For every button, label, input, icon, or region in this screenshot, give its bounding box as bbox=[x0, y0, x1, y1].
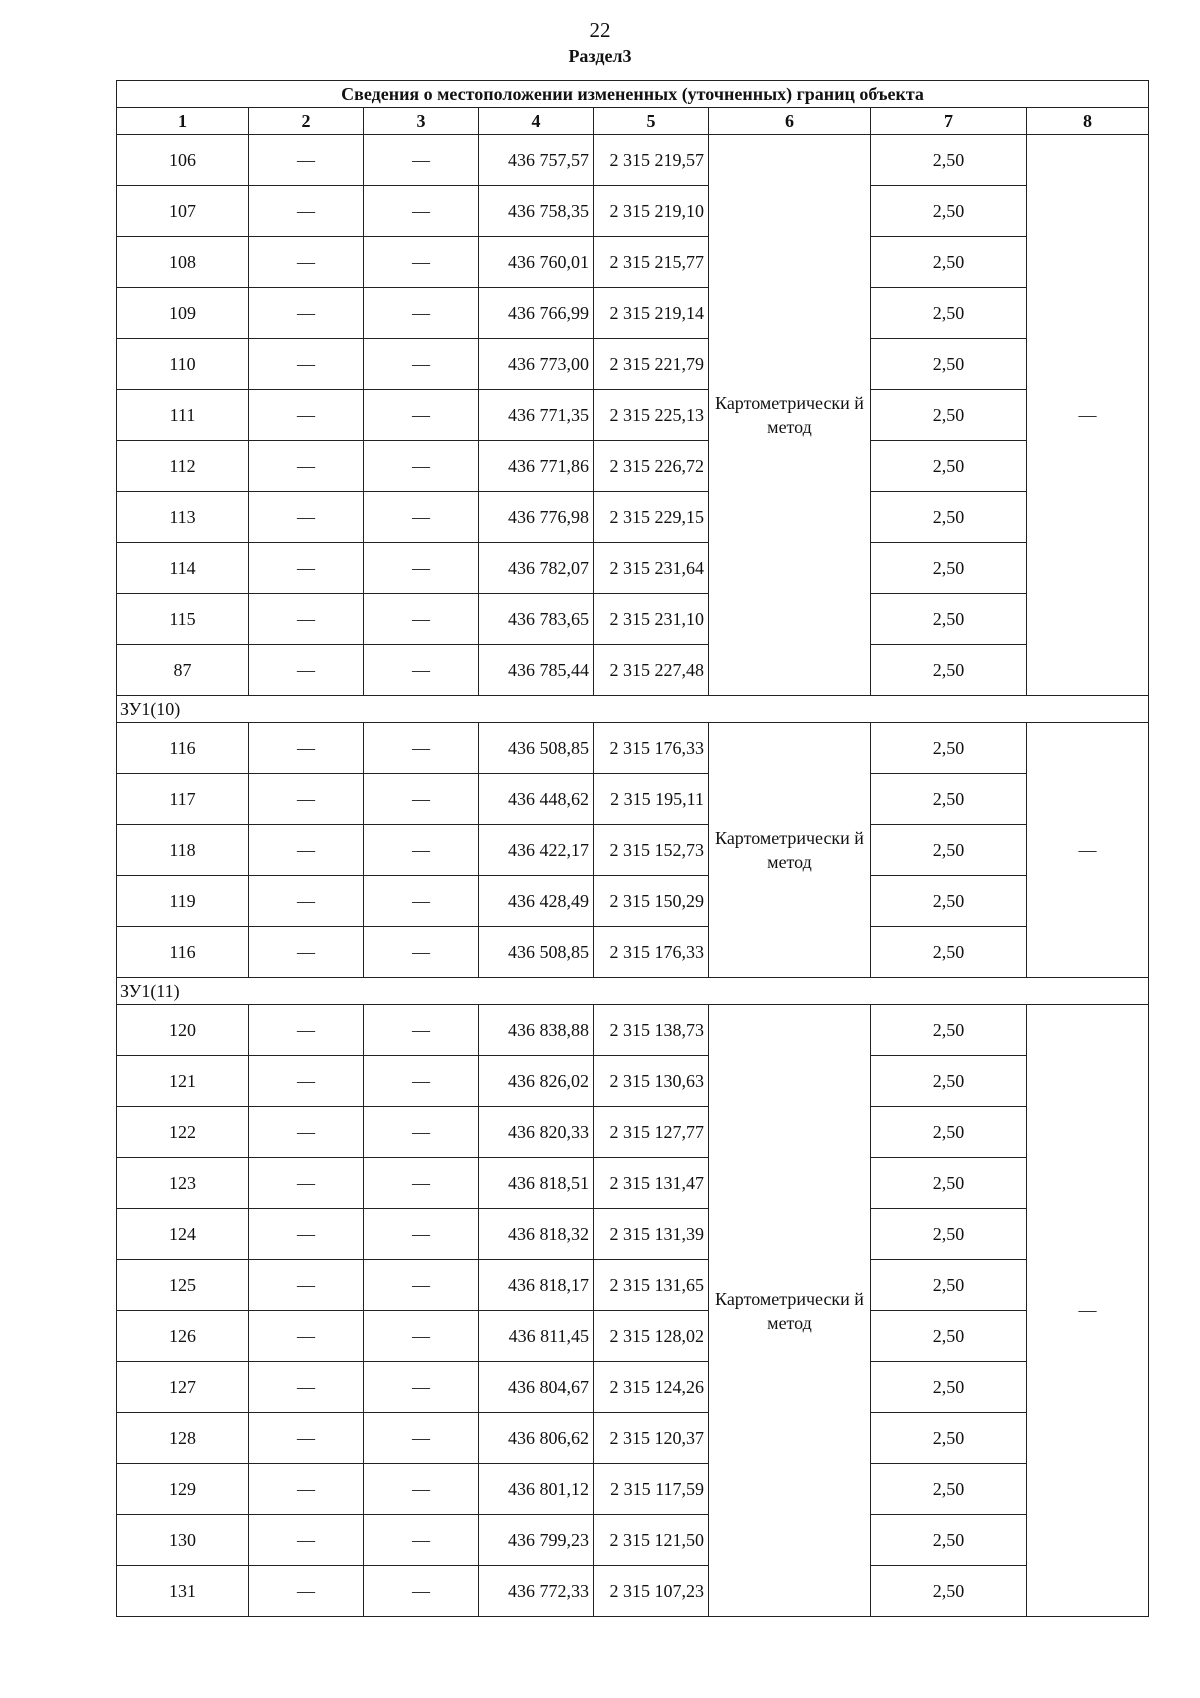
column-2-value: — bbox=[249, 237, 364, 288]
coordinate-y: 2 315 221,79 bbox=[594, 339, 709, 390]
column-2-value: — bbox=[249, 441, 364, 492]
column-2-value: — bbox=[249, 1413, 364, 1464]
point-number: 114 bbox=[117, 543, 249, 594]
column-2-value: — bbox=[249, 1158, 364, 1209]
column-3-value: — bbox=[364, 237, 479, 288]
accuracy-value: 2,50 bbox=[871, 1566, 1027, 1617]
table-row bbox=[117, 1311, 1149, 1362]
method-cell: Картометрически й метод bbox=[709, 1005, 871, 1617]
accuracy-value: 2,50 bbox=[871, 825, 1027, 876]
table-row bbox=[117, 1362, 1149, 1413]
coordinate-x: 436 448,62 bbox=[479, 774, 594, 825]
coordinate-x: 436 783,65 bbox=[479, 594, 594, 645]
column-2-value: — bbox=[249, 825, 364, 876]
column-number: 1 bbox=[117, 108, 249, 135]
accuracy-value: 2,50 bbox=[871, 1056, 1027, 1107]
accuracy-value: 2,50 bbox=[871, 390, 1027, 441]
coordinate-x: 436 818,17 bbox=[479, 1260, 594, 1311]
accuracy-value: 2,50 bbox=[871, 1107, 1027, 1158]
coordinate-y: 2 315 130,63 bbox=[594, 1056, 709, 1107]
table-row bbox=[117, 1515, 1149, 1566]
coordinate-x: 436 508,85 bbox=[479, 723, 594, 774]
table-row bbox=[117, 186, 1149, 237]
column-2-value: — bbox=[249, 492, 364, 543]
method-cell: Картометрически й метод bbox=[709, 135, 871, 696]
coordinate-x: 436 776,98 bbox=[479, 492, 594, 543]
accuracy-value: 2,50 bbox=[871, 723, 1027, 774]
column-2-value: — bbox=[249, 288, 364, 339]
table-caption: Сведения о местоположении измененных (уточненных) границ объекта bbox=[117, 81, 1149, 108]
group-label-row bbox=[117, 978, 1149, 1005]
coordinate-y: 2 315 120,37 bbox=[594, 1413, 709, 1464]
point-number: 118 bbox=[117, 825, 249, 876]
coordinate-y: 2 315 195,11 bbox=[594, 774, 709, 825]
point-number: 112 bbox=[117, 441, 249, 492]
coordinate-y: 2 315 231,64 bbox=[594, 543, 709, 594]
table-row bbox=[117, 1566, 1149, 1617]
column-3-value: — bbox=[364, 1311, 479, 1362]
coordinate-x: 436 422,17 bbox=[479, 825, 594, 876]
coordinate-x: 436 773,00 bbox=[479, 339, 594, 390]
column-3-value: — bbox=[364, 339, 479, 390]
table-row bbox=[117, 774, 1149, 825]
column-number: 5 bbox=[594, 108, 709, 135]
column-3-value: — bbox=[364, 723, 479, 774]
point-number: 121 bbox=[117, 1056, 249, 1107]
coordinate-x: 436 801,12 bbox=[479, 1464, 594, 1515]
coordinate-y: 2 315 107,23 bbox=[594, 1566, 709, 1617]
column-3-value: — bbox=[364, 1005, 479, 1056]
point-number: 127 bbox=[117, 1362, 249, 1413]
column-number-row bbox=[117, 108, 1149, 135]
table-row bbox=[117, 135, 1149, 186]
column-2-value: — bbox=[249, 1260, 364, 1311]
accuracy-value: 2,50 bbox=[871, 339, 1027, 390]
table-row bbox=[117, 237, 1149, 288]
accuracy-value: 2,50 bbox=[871, 645, 1027, 696]
point-number: 130 bbox=[117, 1515, 249, 1566]
point-number: 87 bbox=[117, 645, 249, 696]
column-3-value: — bbox=[364, 441, 479, 492]
accuracy-value: 2,50 bbox=[871, 492, 1027, 543]
coordinate-y: 2 315 152,73 bbox=[594, 825, 709, 876]
point-number: 119 bbox=[117, 876, 249, 927]
coordinate-x: 436 838,88 bbox=[479, 1005, 594, 1056]
column-number: 2 bbox=[249, 108, 364, 135]
section-title: Раздел3 bbox=[568, 46, 632, 66]
coordinate-x: 436 826,02 bbox=[479, 1056, 594, 1107]
group-label: ЗУ1(11) bbox=[117, 978, 1149, 1005]
accuracy-value: 2,50 bbox=[871, 1209, 1027, 1260]
accuracy-value: 2,50 bbox=[871, 237, 1027, 288]
coordinate-x: 436 804,67 bbox=[479, 1362, 594, 1413]
coordinate-x: 436 811,45 bbox=[479, 1311, 594, 1362]
column-3-value: — bbox=[364, 186, 479, 237]
column-2-value: — bbox=[249, 1107, 364, 1158]
accuracy-value: 2,50 bbox=[871, 927, 1027, 978]
coordinate-y: 2 315 150,29 bbox=[594, 876, 709, 927]
column-3-value: — bbox=[364, 492, 479, 543]
accuracy-value: 2,50 bbox=[871, 1464, 1027, 1515]
coordinate-y: 2 315 121,50 bbox=[594, 1515, 709, 1566]
point-number: 115 bbox=[117, 594, 249, 645]
coordinate-y: 2 315 219,57 bbox=[594, 135, 709, 186]
accuracy-value: 2,50 bbox=[871, 288, 1027, 339]
accuracy-value: 2,50 bbox=[871, 441, 1027, 492]
table-row bbox=[117, 339, 1149, 390]
coordinate-x: 436 508,85 bbox=[479, 927, 594, 978]
coordinate-x: 436 818,32 bbox=[479, 1209, 594, 1260]
column-3-value: — bbox=[364, 645, 479, 696]
point-number: 107 bbox=[117, 186, 249, 237]
coordinate-y: 2 315 131,65 bbox=[594, 1260, 709, 1311]
coordinate-y: 2 315 215,77 bbox=[594, 237, 709, 288]
point-number: 111 bbox=[117, 390, 249, 441]
coordinate-y: 2 315 127,77 bbox=[594, 1107, 709, 1158]
coordinate-y: 2 315 219,10 bbox=[594, 186, 709, 237]
table-row bbox=[117, 1107, 1149, 1158]
column-number: 7 bbox=[871, 108, 1027, 135]
accuracy-value: 2,50 bbox=[871, 1413, 1027, 1464]
coordinate-x: 436 806,62 bbox=[479, 1413, 594, 1464]
point-number: 124 bbox=[117, 1209, 249, 1260]
point-number: 126 bbox=[117, 1311, 249, 1362]
coordinate-x: 436 771,35 bbox=[479, 390, 594, 441]
column-3-value: — bbox=[364, 1515, 479, 1566]
point-number: 106 bbox=[117, 135, 249, 186]
column-number: 8 bbox=[1027, 108, 1149, 135]
accuracy-value: 2,50 bbox=[871, 1515, 1027, 1566]
table-row bbox=[117, 288, 1149, 339]
column-3-value: — bbox=[364, 594, 479, 645]
column-3-value: — bbox=[364, 1362, 479, 1413]
coordinate-y: 2 315 231,10 bbox=[594, 594, 709, 645]
point-number: 128 bbox=[117, 1413, 249, 1464]
column-2-value: — bbox=[249, 186, 364, 237]
column-2-value: — bbox=[249, 390, 364, 441]
page-number: 22 bbox=[589, 18, 611, 42]
column-3-value: — bbox=[364, 825, 479, 876]
column-2-value: — bbox=[249, 1362, 364, 1413]
column-2-value: — bbox=[249, 1464, 364, 1515]
coordinate-x: 436 818,51 bbox=[479, 1158, 594, 1209]
coordinate-y: 2 315 227,48 bbox=[594, 645, 709, 696]
accuracy-value: 2,50 bbox=[871, 135, 1027, 186]
column-2-value: — bbox=[249, 594, 364, 645]
column-3-value: — bbox=[364, 1158, 479, 1209]
table-row bbox=[117, 1158, 1149, 1209]
boundary-coordinates-table bbox=[116, 80, 1149, 1617]
coordinate-x: 436 772,33 bbox=[479, 1566, 594, 1617]
column-2-value: — bbox=[249, 1056, 364, 1107]
column-3-value: — bbox=[364, 774, 479, 825]
table-row bbox=[117, 1260, 1149, 1311]
coordinate-x: 436 766,99 bbox=[479, 288, 594, 339]
coordinate-x: 436 771,86 bbox=[479, 441, 594, 492]
point-number: 125 bbox=[117, 1260, 249, 1311]
accuracy-value: 2,50 bbox=[871, 543, 1027, 594]
column-2-value: — bbox=[249, 927, 364, 978]
coordinate-y: 2 315 219,14 bbox=[594, 288, 709, 339]
coordinate-y: 2 315 225,13 bbox=[594, 390, 709, 441]
accuracy-value: 2,50 bbox=[871, 186, 1027, 237]
column-8-value: — bbox=[1027, 723, 1149, 978]
point-number: 110 bbox=[117, 339, 249, 390]
column-8-value: — bbox=[1027, 1005, 1149, 1617]
group-label: ЗУ1(10) bbox=[117, 696, 1149, 723]
point-number: 113 bbox=[117, 492, 249, 543]
coordinate-x: 436 760,01 bbox=[479, 237, 594, 288]
column-2-value: — bbox=[249, 876, 364, 927]
column-2-value: — bbox=[249, 135, 364, 186]
coordinate-x: 436 782,07 bbox=[479, 543, 594, 594]
coordinate-y: 2 315 131,39 bbox=[594, 1209, 709, 1260]
coordinate-x: 436 757,57 bbox=[479, 135, 594, 186]
accuracy-value: 2,50 bbox=[871, 1362, 1027, 1413]
column-3-value: — bbox=[364, 1056, 479, 1107]
method-cell: Картометрически й метод bbox=[709, 723, 871, 978]
column-2-value: — bbox=[249, 1566, 364, 1617]
coordinate-y: 2 315 131,47 bbox=[594, 1158, 709, 1209]
point-number: 129 bbox=[117, 1464, 249, 1515]
column-3-value: — bbox=[364, 1413, 479, 1464]
accuracy-value: 2,50 bbox=[871, 1005, 1027, 1056]
column-number: 6 bbox=[709, 108, 871, 135]
accuracy-value: 2,50 bbox=[871, 1158, 1027, 1209]
coordinate-y: 2 315 176,33 bbox=[594, 723, 709, 774]
column-3-value: — bbox=[364, 135, 479, 186]
column-3-value: — bbox=[364, 288, 479, 339]
coordinate-y: 2 315 117,59 bbox=[594, 1464, 709, 1515]
column-3-value: — bbox=[364, 1464, 479, 1515]
point-number: 109 bbox=[117, 288, 249, 339]
table-caption-row bbox=[117, 81, 1149, 108]
column-2-value: — bbox=[249, 543, 364, 594]
table-row bbox=[117, 441, 1149, 492]
coordinate-x: 436 428,49 bbox=[479, 876, 594, 927]
column-3-value: — bbox=[364, 1566, 479, 1617]
table-row bbox=[117, 723, 1149, 774]
point-number: 117 bbox=[117, 774, 249, 825]
table-row bbox=[117, 876, 1149, 927]
coordinate-y: 2 315 229,15 bbox=[594, 492, 709, 543]
table-row bbox=[117, 1056, 1149, 1107]
column-2-value: — bbox=[249, 1005, 364, 1056]
coordinate-x: 436 799,23 bbox=[479, 1515, 594, 1566]
column-2-value: — bbox=[249, 1311, 364, 1362]
accuracy-value: 2,50 bbox=[871, 774, 1027, 825]
point-number: 116 bbox=[117, 927, 249, 978]
table-row bbox=[117, 543, 1149, 594]
point-number: 122 bbox=[117, 1107, 249, 1158]
point-number: 123 bbox=[117, 1158, 249, 1209]
column-3-value: — bbox=[364, 1209, 479, 1260]
group-label-row bbox=[117, 696, 1149, 723]
table-row bbox=[117, 1209, 1149, 1260]
column-2-value: — bbox=[249, 645, 364, 696]
table-row bbox=[117, 492, 1149, 543]
table-row bbox=[117, 1413, 1149, 1464]
coordinate-x: 436 785,44 bbox=[479, 645, 594, 696]
table-row bbox=[117, 645, 1149, 696]
coordinate-y: 2 315 226,72 bbox=[594, 441, 709, 492]
coordinate-x: 436 758,35 bbox=[479, 186, 594, 237]
column-3-value: — bbox=[364, 876, 479, 927]
column-number: 3 bbox=[364, 108, 479, 135]
column-2-value: — bbox=[249, 723, 364, 774]
table-row bbox=[117, 927, 1149, 978]
column-number: 4 bbox=[479, 108, 594, 135]
accuracy-value: 2,50 bbox=[871, 594, 1027, 645]
column-2-value: — bbox=[249, 339, 364, 390]
column-3-value: — bbox=[364, 1107, 479, 1158]
table-row bbox=[117, 390, 1149, 441]
coordinate-x: 436 820,33 bbox=[479, 1107, 594, 1158]
column-8-value: — bbox=[1027, 135, 1149, 696]
coordinate-y: 2 315 138,73 bbox=[594, 1005, 709, 1056]
table-row bbox=[117, 825, 1149, 876]
coordinate-y: 2 315 128,02 bbox=[594, 1311, 709, 1362]
point-number: 116 bbox=[117, 723, 249, 774]
point-number: 131 bbox=[117, 1566, 249, 1617]
point-number: 120 bbox=[117, 1005, 249, 1056]
coordinate-y: 2 315 124,26 bbox=[594, 1362, 709, 1413]
accuracy-value: 2,50 bbox=[871, 1260, 1027, 1311]
column-2-value: — bbox=[249, 1515, 364, 1566]
table-row bbox=[117, 1464, 1149, 1515]
column-2-value: — bbox=[249, 774, 364, 825]
coordinate-y: 2 315 176,33 bbox=[594, 927, 709, 978]
column-2-value: — bbox=[249, 1209, 364, 1260]
accuracy-value: 2,50 bbox=[871, 1311, 1027, 1362]
column-3-value: — bbox=[364, 1260, 479, 1311]
accuracy-value: 2,50 bbox=[871, 876, 1027, 927]
column-3-value: — bbox=[364, 543, 479, 594]
table-row bbox=[117, 594, 1149, 645]
point-number: 108 bbox=[117, 237, 249, 288]
column-3-value: — bbox=[364, 927, 479, 978]
column-3-value: — bbox=[364, 390, 479, 441]
table-row bbox=[117, 1005, 1149, 1056]
